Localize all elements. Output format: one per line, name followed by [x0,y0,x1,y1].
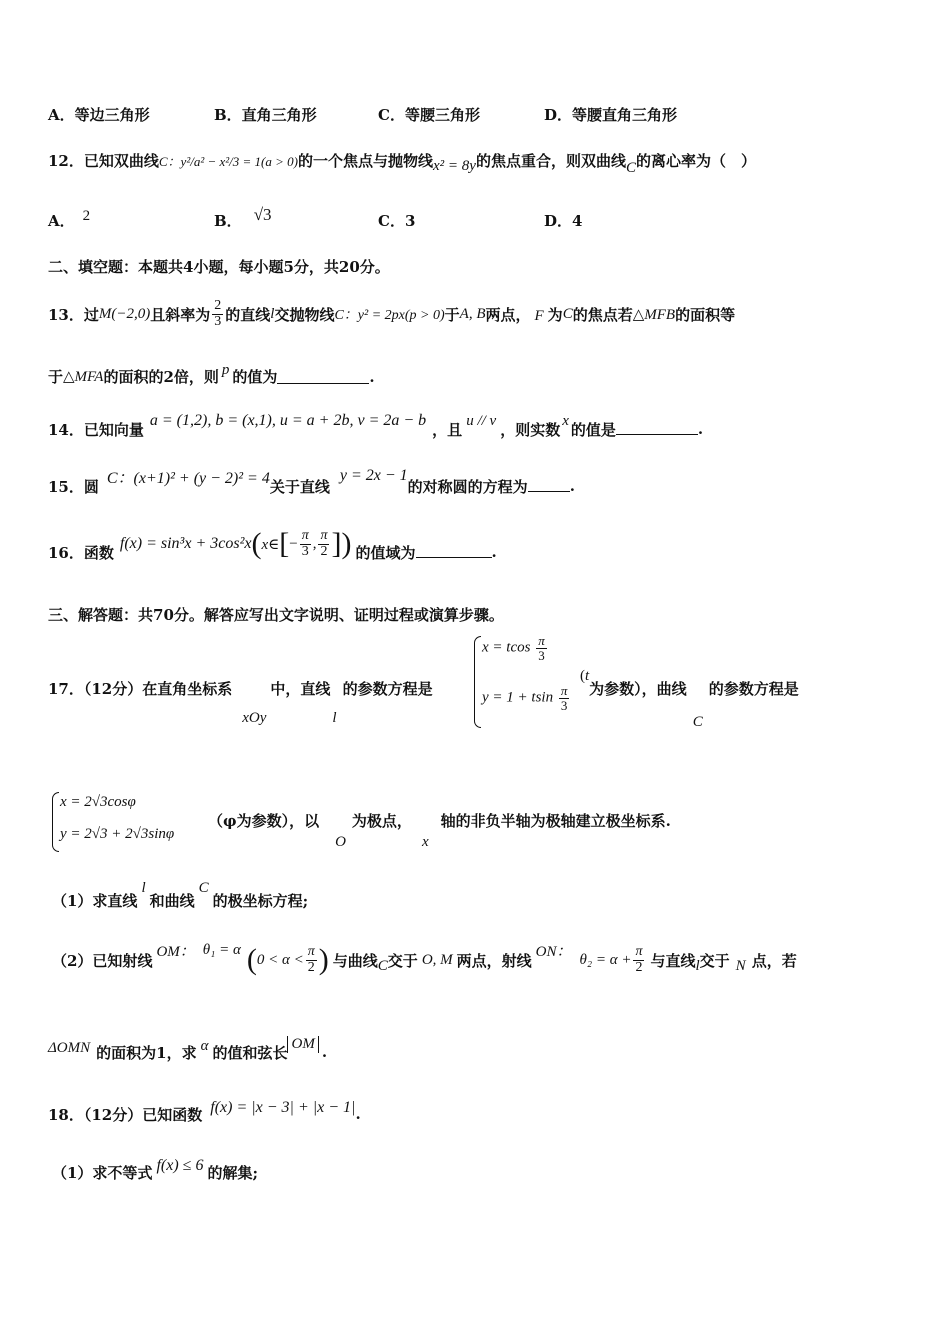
q16-function: f(x) = sin³x + 3cos²x [119,535,252,552]
q11-option-a: A．等边三角形 [48,106,150,124]
question-15: 15．圆 C：(x+1)² + (y − 2)² = 4 关于直线 y = 2x − 1 的对称圆的方程为 . [48,458,910,494]
q13-curve-c: C [562,305,573,322]
q17-triangle-omn: ΔOMN [48,1039,91,1056]
q17-alpha: α [200,1037,209,1054]
question-12 [48,144,910,176]
q17-points-om: O, M [421,951,453,968]
q12-text-mid: 的一个焦点与抛物线 [297,151,433,170]
q13-triangle-mfa: △MFA [63,369,104,385]
q17-system-xoy: xOy [242,710,267,726]
q15-answer-blank [528,477,570,492]
q17-theta2: θ₂ = α + [579,951,632,968]
q12-number: 12．已知双曲线 [48,151,159,170]
q17-line-eq1: x = tcos $\frac{\pi}{3}$ [482,633,545,663]
q13-slope-fraction: $\frac{2}{3}$ [214,297,222,329]
q17-pole-o: O [335,834,346,850]
q17-part1-curve-c: C [198,879,209,896]
q17-alpha-range: 0 < α < [256,951,304,968]
q14-variable-x: x [562,412,569,429]
q13-triangle-mfb: △MFB [632,306,676,323]
q17-part2-curve-c: C [377,957,388,974]
q14-answer-blank [616,420,698,435]
question-13-line-2: 于 △MFA 的面积的2倍，则 p 的值为 . [48,362,375,386]
q17-curve-eq1: x = 2√3cosφ [60,794,136,810]
question-17-intro: 17．（12分）在直角坐标系 xOy 中，直线 l 的参数方程是 [48,680,433,726]
q12-text-end: 的离心率为（ ） [635,151,756,170]
q17-line-system-brace [474,636,481,728]
q15-line-equation: y = 2x − 1 [339,467,408,484]
q18-function: f(x) = |x − 3| + |x − 1| [210,1099,356,1116]
section-3-heading: 三、解答题：共70分。解答应写出文字说明、证明过程或演算步骤。 [48,606,504,624]
q12-option-b-value: √3 [253,205,272,224]
q17-part-2: （2）已知射线 OM： θ₁ = α ( 0 < α < $\frac{\pi}{2}$ ) 与曲线 C 交于 O, M 两点，射线 ON： θ₂ = α + $\frac{\pi}{2}$ 与直线 l 交于 N 点，若 [52,941,797,976]
q12-hyperbola-equation: C：y²/a² − x²/3 = 1(a > 0) [158,153,298,169]
q17-ray-om: OM： [156,943,195,960]
section-2-heading: 二、填空题：本题共4小题，每小题5分，共20分。 [48,258,390,276]
question-13: 13．过 M(−2,0) 且斜率为 $\frac{2}{3}$ 的直线 l 交抛物线 C：y² = 2px(p > 0) 于 A, B 两点， F 为 C 的焦点若 △MFB 的面积等 [48,297,736,329]
q17-curve-c: C [692,714,703,730]
q17-param-t: t [585,668,590,684]
q17-chord-om: OM [287,1036,318,1053]
q12-text-tail: 的焦点重合，则双曲线 [475,151,626,170]
q16-answer-blank [416,543,492,558]
question-16: 16．函数 f(x) = sin³x + 3cos²x ( x∈ [ − $\frac{\pi}{3}$ , $\frac{\pi}{2}$ ] ) 的值域为 . [48,527,497,562]
q17-theta1: θ₁ = α [202,941,241,958]
q17-curve-system-brace [52,792,59,852]
q14-parallel-condition: u // v [466,412,497,429]
q12-option-a-value: 2 [82,208,91,224]
question-18: 18．（12分）已知函数 f(x) = |x − 3| + |x − 1| . [48,1099,361,1124]
q12-option-b: B． √3 [214,205,272,230]
q17-line-eq2: y = 1 + tsin $\frac{\pi}{3}$ [482,683,568,713]
q16-domain-label: x∈ [261,536,280,553]
q13-param-p: p [221,362,230,378]
q13-parabola-equation: C：y² = 2px(p > 0) [334,308,445,323]
q16-lower-bound: $\frac{\pi}{3}$ [301,527,309,559]
q17-curve-note: （φ为参数），以O为极点，x轴的非负半轴为极轴建立极坐标系. [208,812,671,850]
q17-line-l: l [332,710,337,726]
q16-upper-bound: $\frac{\pi}{2}$ [320,527,328,559]
q17-part-2-line-2: ΔOMN 的面积为1，求 α 的值和弦长 OM . [48,1035,328,1062]
q12-option-a: A． 2 [48,208,91,230]
q17-part1-line-l: l [141,879,146,896]
q14-vectors: a = (1,2), b = (x,1), u = a + 2b, v = 2a − b [149,412,427,429]
q17-axis-x: x [421,834,429,850]
q11-option-d: D．等腰直角三角形 [544,106,678,124]
q17-part2-line-l: l [695,957,700,974]
q12-option-d: D．4 [544,212,583,230]
q18-part-1: （1）求不等式 f(x) ≤ 6 的解集; [52,1157,258,1182]
q13-points-ab: A, B [459,305,486,322]
q13-line-l: l [270,305,275,322]
question-14: 14．已知向量 a = (1,2), b = (x,1), u = a + 2b, v = 2a − b ，且 u // v ，则实数 x 的值是 . [48,412,704,439]
q17-part-1: （1）求直线 l 和曲线 C 的极坐标方程; [52,879,309,910]
q13-focus-f: F [534,307,544,324]
q13-answer-blank [277,369,369,384]
q11-option-c: C．等腰三角形 [378,106,480,124]
q12-curve-c: C [625,159,636,176]
q18-inequality: f(x) ≤ 6 [156,1157,204,1174]
q12-option-c: C．3 [378,212,416,230]
q13-point-m: M(−2,0) [98,305,151,322]
q12-parabola-equation: x² = 8y [433,157,476,174]
q17-point-n: N [735,957,746,974]
q17-param-note: (t为参数），曲线C的参数方程是 [580,668,799,730]
q15-circle-equation: C：(x+1)² + (y − 2)² = 4 [106,469,270,487]
q11-option-b: B．直角三角形 [214,106,317,124]
q17-ray-on: ON： [535,943,572,960]
q17-curve-eq2: y = 2√3 + 2√3sinφ [60,826,175,842]
